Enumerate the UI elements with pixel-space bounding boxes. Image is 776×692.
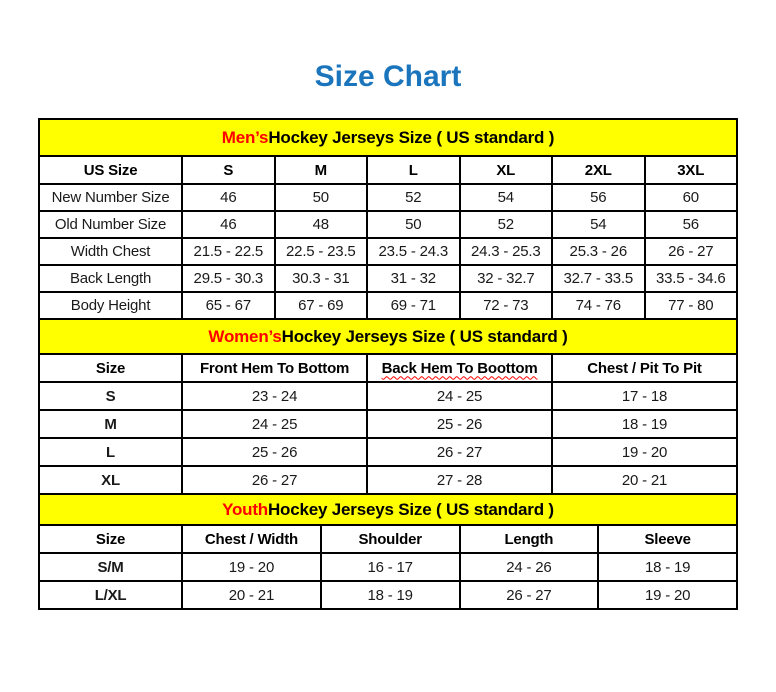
mens-size-value-cell: 24.3 - 25.3	[460, 238, 552, 265]
womens-table-row	[39, 382, 737, 410]
mens-row-label: New Number Size	[39, 184, 182, 211]
mens-size-value-cell: 33.5 - 34.6	[645, 265, 738, 292]
womens-header-accent: Women’s	[208, 326, 282, 346]
mens-size-value-cell: 54	[460, 184, 552, 211]
mens-column-header: XL	[460, 156, 552, 184]
youth-size-value-cell: 19 - 20	[182, 553, 321, 581]
youth-row-label: L/XL	[39, 581, 182, 609]
youth-section-header	[38, 495, 738, 524]
mens-row-label: Width Chest	[39, 238, 182, 265]
mens-column-header: 2XL	[552, 156, 644, 184]
youth-size-value-cell: 18 - 19	[321, 581, 460, 609]
womens-row-label: XL	[39, 466, 182, 494]
youth-column-header: Shoulder	[321, 525, 460, 553]
mens-column-header: US Size	[39, 156, 182, 184]
youth-size-section	[38, 495, 738, 610]
womens-column-header: Chest / Pit To Pit	[552, 354, 737, 382]
mens-column-header-row	[39, 156, 737, 184]
mens-size-value-cell: 48	[275, 211, 367, 238]
mens-size-value-cell: 31 - 32	[367, 265, 459, 292]
womens-table-row	[39, 410, 737, 438]
youth-size-value-cell: 24 - 26	[460, 553, 599, 581]
womens-size-value-cell: 26 - 27	[182, 466, 367, 494]
womens-size-value-cell: 25 - 26	[367, 410, 552, 438]
youth-column-header-row	[39, 525, 737, 553]
mens-size-value-cell: 30.3 - 31	[275, 265, 367, 292]
mens-size-value-cell: 26 - 27	[645, 238, 738, 265]
womens-table-row	[39, 438, 737, 466]
womens-size-value-cell: 25 - 26	[182, 438, 367, 466]
youth-size-value-cell: 16 - 17	[321, 553, 460, 581]
mens-size-value-cell: 46	[182, 211, 274, 238]
mens-size-value-cell: 56	[552, 184, 644, 211]
mens-row-label: Old Number Size	[39, 211, 182, 238]
mens-size-value-cell: 32.7 - 33.5	[552, 265, 644, 292]
youth-column-header: Length	[460, 525, 599, 553]
womens-section-header	[38, 320, 738, 353]
mens-column-header: M	[275, 156, 367, 184]
mens-column-header: L	[367, 156, 459, 184]
mens-row-label: Back Length	[39, 265, 182, 292]
mens-size-value-cell: 50	[275, 184, 367, 211]
womens-row-label: S	[39, 382, 182, 410]
womens-column-header: Front Hem To Bottom	[182, 354, 367, 382]
mens-size-value-cell: 60	[645, 184, 738, 211]
youth-column-header: Size	[39, 525, 182, 553]
mens-size-value-cell: 72 - 73	[460, 292, 552, 319]
mens-size-value-cell: 54	[552, 211, 644, 238]
mens-size-value-cell: 21.5 - 22.5	[182, 238, 274, 265]
womens-size-value-cell: 19 - 20	[552, 438, 737, 466]
page-title: Size Chart	[314, 60, 462, 93]
womens-size-value-cell: 27 - 28	[367, 466, 552, 494]
youth-header-accent: Youth	[222, 499, 268, 519]
womens-size-section	[38, 320, 738, 495]
womens-size-value-cell: 18 - 19	[552, 410, 737, 438]
mens-size-value-cell: 67 - 69	[275, 292, 367, 319]
mens-table-row	[39, 184, 737, 211]
mens-size-value-cell: 52	[367, 184, 459, 211]
mens-size-value-cell: 46	[182, 184, 274, 211]
womens-size-value-cell: 23 - 24	[182, 382, 367, 410]
youth-size-value-cell: 26 - 27	[460, 581, 599, 609]
size-chart-tables	[38, 118, 738, 610]
mens-size-value-cell: 52	[460, 211, 552, 238]
youth-row-label: S/M	[39, 553, 182, 581]
mens-table-row	[39, 292, 737, 319]
mens-size-value-cell: 29.5 - 30.3	[182, 265, 274, 292]
mens-column-header: S	[182, 156, 274, 184]
mens-size-value-cell: 50	[367, 211, 459, 238]
womens-size-value-cell: 24 - 25	[182, 410, 367, 438]
mens-table-row	[39, 211, 737, 238]
womens-size-value-cell: 24 - 25	[367, 382, 552, 410]
womens-row-label: M	[39, 410, 182, 438]
mens-size-value-cell: 56	[645, 211, 738, 238]
womens-size-table	[38, 353, 738, 495]
mens-size-value-cell: 25.3 - 26	[552, 238, 644, 265]
mens-size-section	[38, 118, 738, 320]
womens-table-row	[39, 466, 737, 494]
misspelled-word: Back Hem To Boottom	[381, 359, 538, 377]
womens-column-header	[367, 354, 552, 382]
youth-header-rest: Hockey Jerseys Size ( US standard )	[267, 499, 554, 519]
youth-size-value-cell: 20 - 21	[182, 581, 321, 609]
mens-header-rest: Hockey Jerseys Size ( US standard )	[268, 127, 555, 147]
womens-header-rest: Hockey Jerseys Size ( US standard )	[281, 326, 568, 346]
youth-column-header: Chest / Width	[182, 525, 321, 553]
mens-size-value-cell: 74 - 76	[552, 292, 644, 319]
youth-size-value-cell: 19 - 20	[598, 581, 737, 609]
womens-column-header-row	[39, 354, 737, 382]
mens-header-accent: Men’s	[221, 127, 269, 147]
youth-table-row	[39, 581, 737, 609]
mens-table-row	[39, 265, 737, 292]
youth-size-value-cell: 18 - 19	[598, 553, 737, 581]
mens-size-value-cell: 23.5 - 24.3	[367, 238, 459, 265]
womens-row-label: L	[39, 438, 182, 466]
mens-size-table	[38, 155, 738, 320]
womens-size-value-cell: 20 - 21	[552, 466, 737, 494]
womens-size-value-cell: 17 - 18	[552, 382, 737, 410]
youth-table-row	[39, 553, 737, 581]
mens-size-value-cell: 22.5 - 23.5	[275, 238, 367, 265]
mens-column-header: 3XL	[645, 156, 738, 184]
mens-size-value-cell: 32 - 32.7	[460, 265, 552, 292]
mens-size-value-cell: 69 - 71	[367, 292, 459, 319]
mens-size-value-cell: 77 - 80	[645, 292, 738, 319]
mens-size-value-cell: 65 - 67	[182, 292, 274, 319]
mens-table-row	[39, 238, 737, 265]
womens-column-header: Size	[39, 354, 182, 382]
womens-size-value-cell: 26 - 27	[367, 438, 552, 466]
mens-row-label: Body Height	[39, 292, 182, 319]
youth-column-header: Sleeve	[598, 525, 737, 553]
youth-size-table	[38, 524, 738, 610]
mens-section-header	[38, 118, 738, 155]
